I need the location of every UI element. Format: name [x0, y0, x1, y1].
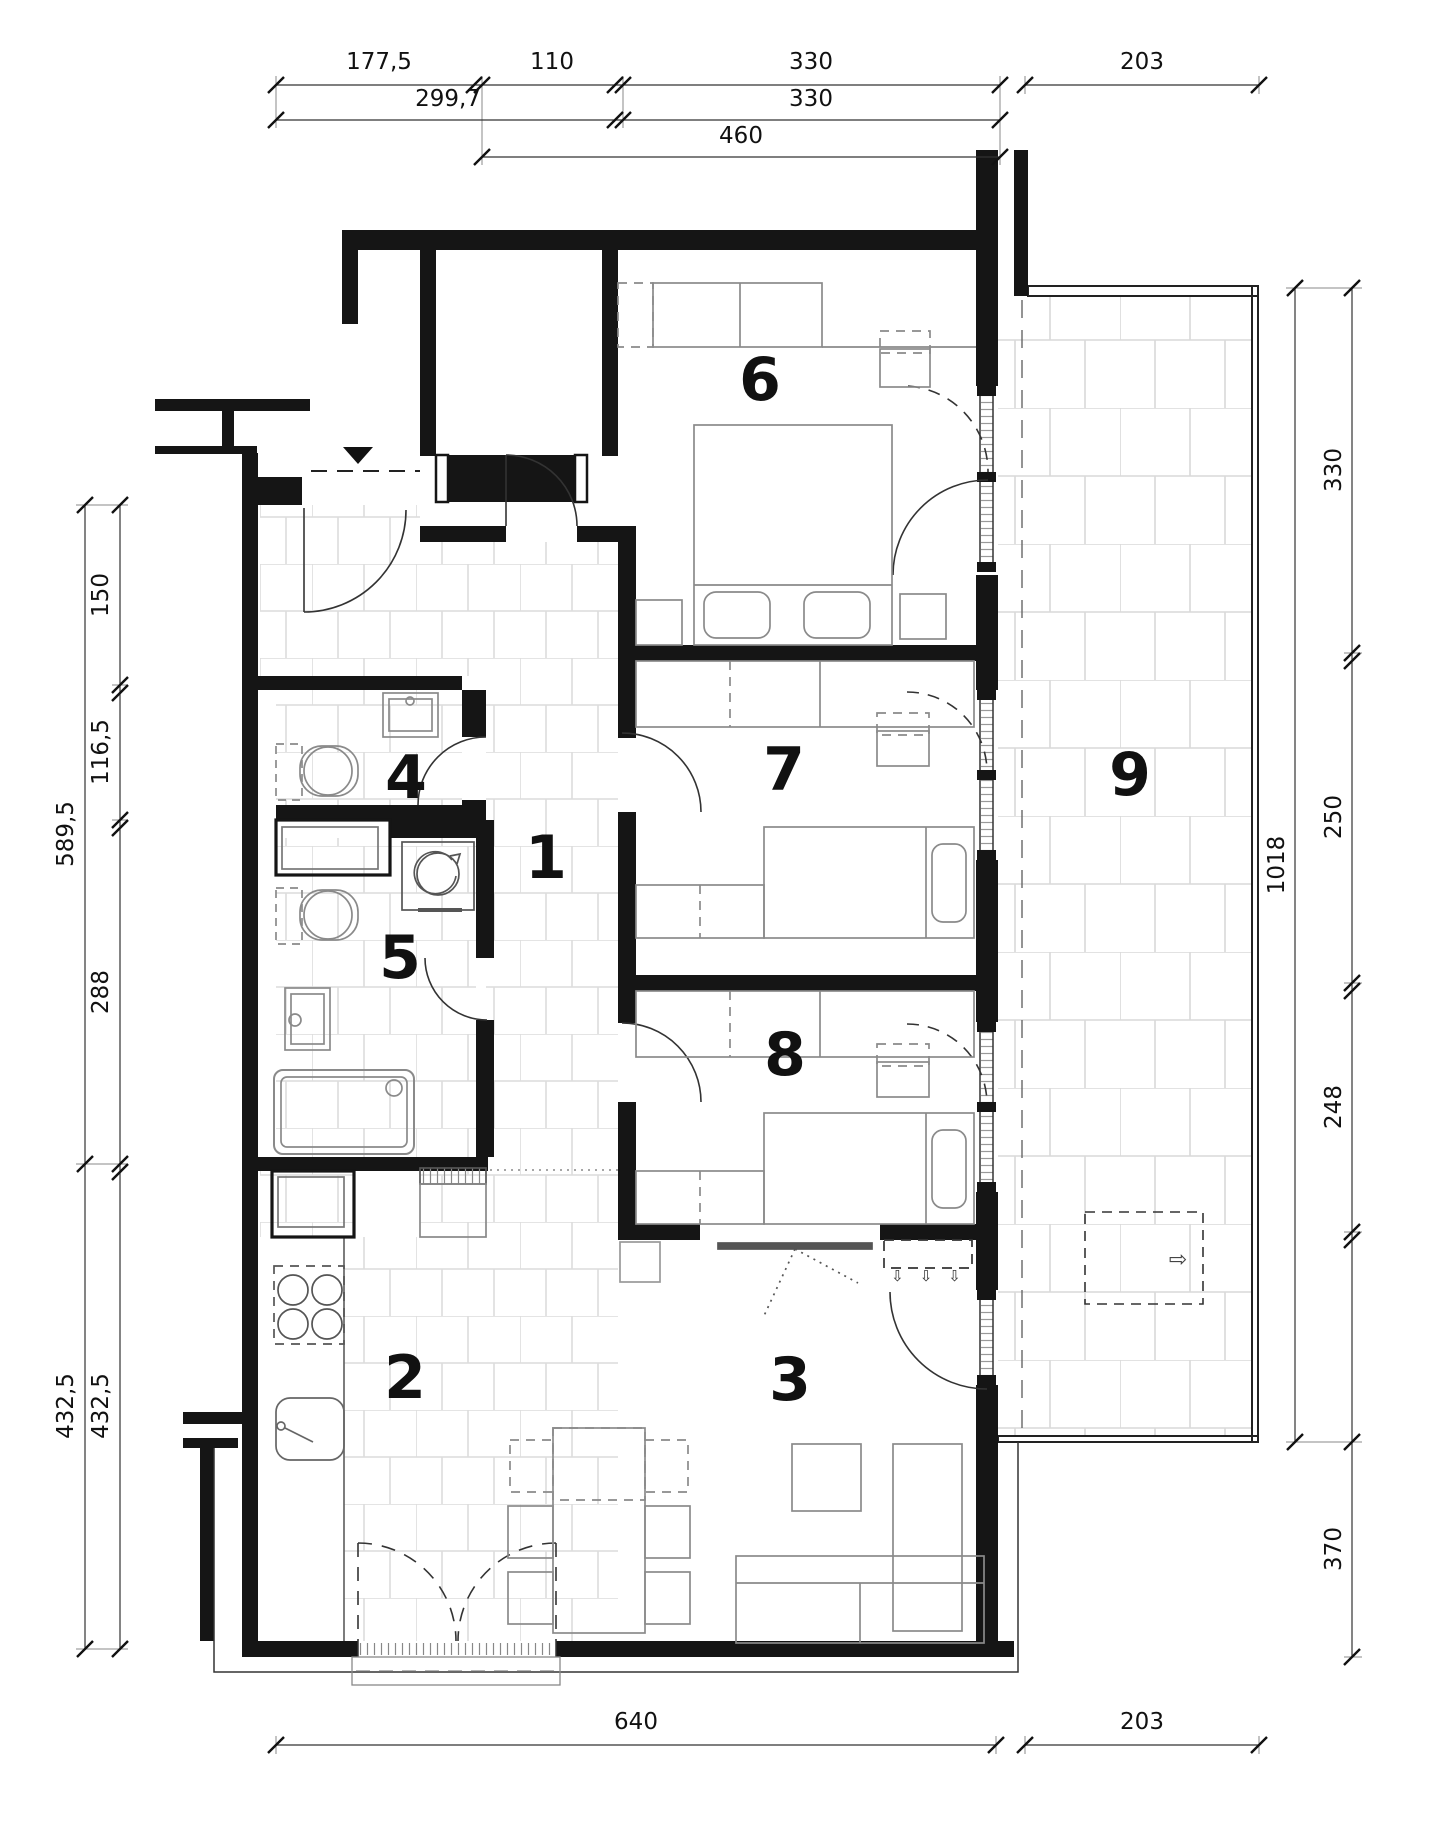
dim-top-177-5: 177,5 [346, 49, 412, 75]
room6-balcony-door-leaf-a [908, 386, 988, 472]
dim-left-432-5b: 432,5 [88, 1373, 114, 1439]
dim-top-110: 110 [530, 49, 574, 75]
dim-right-248: 248 [1321, 1085, 1347, 1129]
dim-left-288: 288 [88, 970, 114, 1014]
entrance-direction-icon [343, 447, 373, 464]
room-label-bedroom6: 6 [739, 345, 781, 415]
dim-left-116-5: 116,5 [88, 719, 114, 785]
room6-furniture [618, 283, 976, 645]
room8-window-swing [907, 1024, 987, 1104]
armchair [893, 1444, 962, 1631]
balcony-arrow-icon: ⇨ [1168, 1247, 1188, 1273]
balcony-door-room6 [977, 386, 996, 572]
kitchen-counter-zone [258, 1237, 344, 1641]
dim-bottom-640: 640 [614, 1709, 658, 1735]
dim-right-330: 330 [1321, 448, 1347, 492]
dim-top-330b: 330 [789, 86, 833, 112]
french-door-south [352, 1641, 560, 1685]
room8-door-swing [622, 1023, 701, 1102]
balcony-floor [998, 296, 1252, 1436]
chair [645, 1506, 690, 1558]
dim-top-299-7: 299,7 [415, 86, 481, 112]
room6-balcony-door-leaf-b [893, 480, 988, 575]
room-label-bedroom8: 8 [764, 1020, 806, 1090]
room-label-living: 3 [769, 1345, 811, 1415]
dim-left-432-5a: 432,5 [53, 1373, 79, 1439]
room-label-balcony: 9 [1109, 740, 1151, 810]
shaft [420, 1168, 486, 1184]
dim-left-589-5: 589,5 [53, 801, 79, 867]
room7-window-swing [907, 692, 987, 772]
room-label-wc: 4 [385, 743, 427, 813]
double-bed [694, 425, 892, 645]
room7-furniture [636, 661, 974, 938]
balcony-door-living [977, 1290, 996, 1385]
window-room7 [977, 690, 996, 860]
nightstand [900, 594, 946, 639]
dim-left-150: 150 [88, 573, 114, 617]
room7-door-swing [622, 733, 701, 812]
dim-top-203: 203 [1120, 49, 1164, 75]
coffee-table [792, 1444, 861, 1511]
dim-right-370: 370 [1321, 1527, 1347, 1571]
nightstand [636, 600, 682, 645]
dim-right-1018: 1018 [1264, 835, 1290, 895]
wardrobe [636, 661, 974, 727]
chair [645, 1572, 690, 1624]
room-label-kitchen: 2 [384, 1343, 426, 1413]
dim-bottom-203: 203 [1120, 1709, 1164, 1735]
dim-top-460: 460 [719, 123, 763, 149]
room-label-bedroom7: 7 [763, 735, 805, 805]
slide-direction-icons: ⇩⇩⇩ [891, 1267, 977, 1285]
room-label-hall: 1 [525, 823, 567, 893]
window-room8 [977, 1022, 996, 1192]
dim-top-330: 330 [789, 49, 833, 75]
living-balcony-door-swing [890, 1292, 987, 1389]
dim-right-250: 250 [1321, 795, 1347, 839]
room-label-bath: 5 [379, 923, 421, 993]
